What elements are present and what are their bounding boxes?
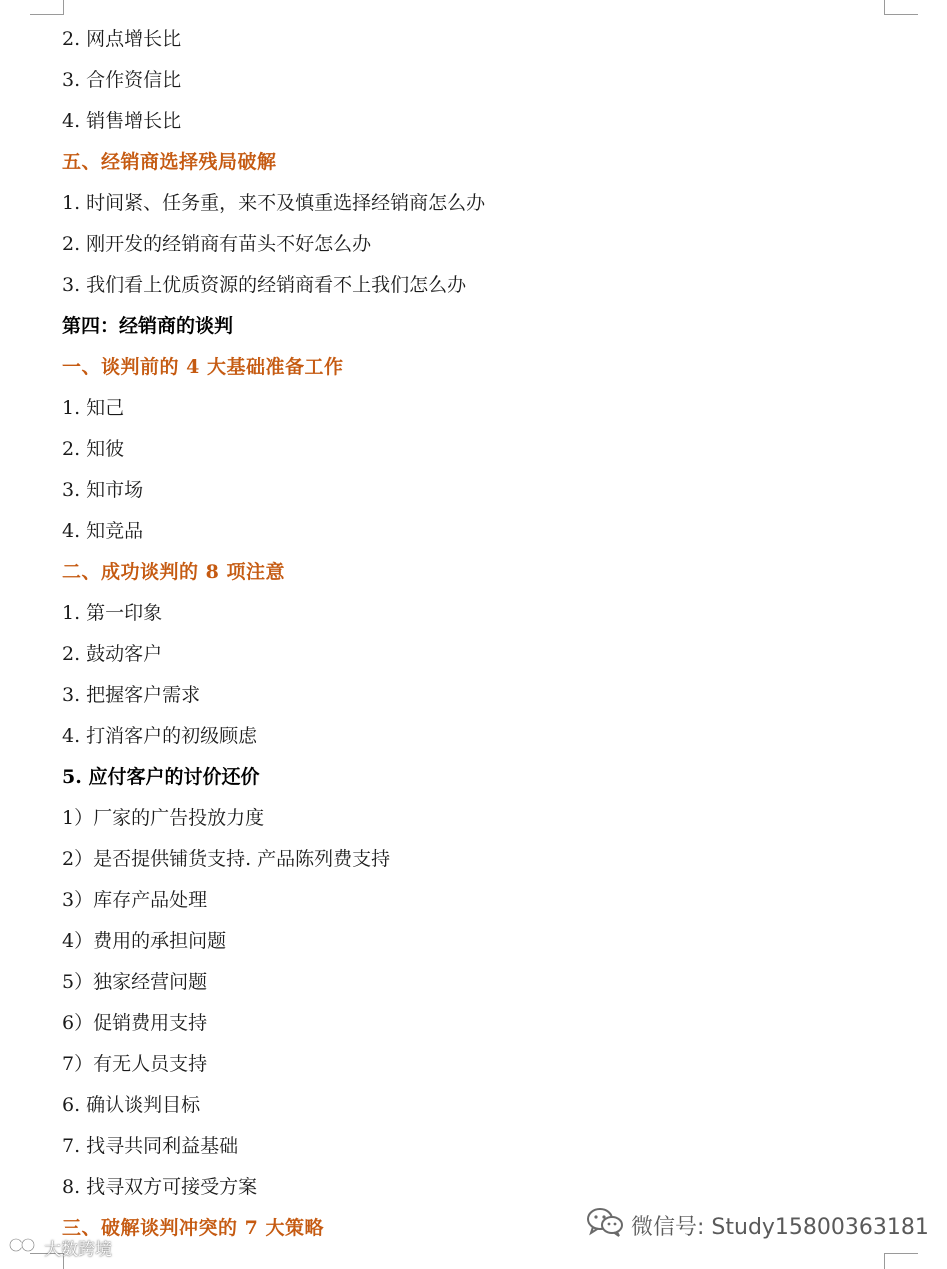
list-item: 1. 第一印象 — [62, 602, 163, 624]
page-corner-mark-bottom-right — [884, 1253, 918, 1269]
list-item: 4. 知竞品 — [62, 520, 144, 542]
list-item: 8. 找寻双方可接受方案 — [62, 1176, 258, 1198]
section-heading: 五、经销商选择残局破解 — [62, 151, 277, 173]
list-item: 1）厂家的广告投放力度 — [62, 807, 265, 829]
section-heading: 三、破解谈判冲突的 7 大策略 — [62, 1217, 324, 1239]
list-item: 6. 确认谈判目标 — [62, 1094, 201, 1116]
logo-icon — [8, 1234, 44, 1261]
wechat-icon — [585, 1205, 631, 1245]
list-item: 1. 时间紧、任务重，来不及慎重选择经销商怎么办 — [62, 192, 486, 214]
wechat-id-text: 微信号: Study15800363181 — [631, 1214, 929, 1240]
section-heading: 二、成功谈判的 8 项注意 — [62, 561, 285, 583]
list-item: 4）费用的承担问题 — [62, 930, 227, 952]
wechat-watermark — [585, 1205, 929, 1245]
list-item: 2. 鼓动客户 — [62, 643, 163, 665]
list-item: 7）有无人员支持 — [62, 1053, 208, 1075]
list-item: 3. 我们看上优质资源的经销商看不上我们怎么办 — [62, 274, 467, 296]
document-body — [62, 22, 882, 1252]
stamp-watermark — [8, 1234, 112, 1261]
list-item: 2. 网点增长比 — [62, 28, 182, 50]
list-item: 2. 刚开发的经销商有苗头不好怎么办 — [62, 233, 372, 255]
list-item: 6）促销费用支持 — [62, 1012, 208, 1034]
list-item: 7. 找寻共同利益基础 — [62, 1135, 239, 1157]
chapter-heading: 第四：经销商的谈判 — [62, 315, 234, 337]
stamp-text: 大数跨境 — [44, 1240, 112, 1260]
list-item: 4. 销售增长比 — [62, 110, 182, 132]
list-item: 1. 知己 — [62, 397, 125, 419]
page-corner-mark-top-left — [30, 0, 64, 15]
list-item: 5）独家经营问题 — [62, 971, 208, 993]
list-item: 2. 知彼 — [62, 438, 125, 460]
list-item: 3）库存产品处理 — [62, 889, 208, 911]
list-item: 3. 把握客户需求 — [62, 684, 201, 706]
section-heading: 一、谈判前的 4 大基础准备工作 — [62, 356, 344, 378]
list-item: 2）是否提供铺货支持. 产品陈列费支持 — [62, 848, 391, 870]
list-item: 4. 打消客户的初级顾虑 — [62, 725, 258, 747]
list-item: 3. 合作资信比 — [62, 69, 182, 91]
list-item-emphasized: 5. 应付客户的讨价还价 — [62, 766, 260, 788]
list-item: 3. 知市场 — [62, 479, 144, 501]
page-corner-mark-top-right — [884, 0, 918, 15]
